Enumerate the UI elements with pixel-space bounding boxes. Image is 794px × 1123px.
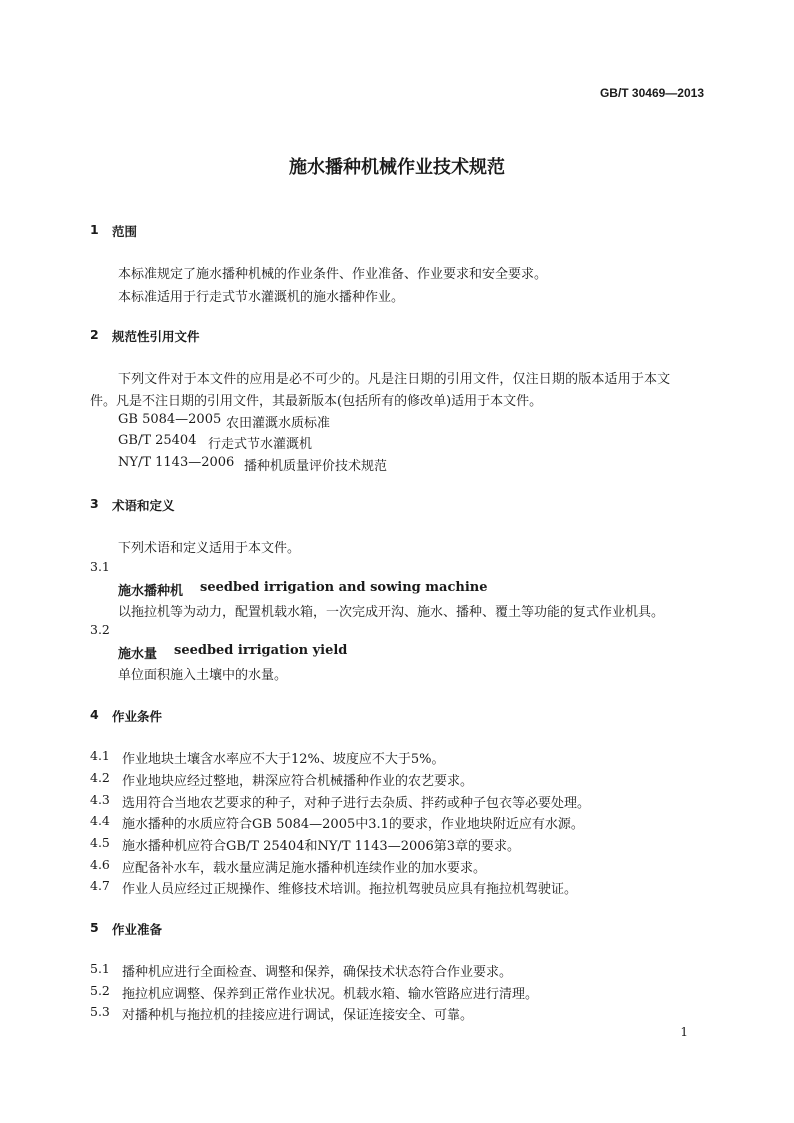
page-number: 1: [680, 1025, 688, 1039]
clause-number: 5.2: [90, 983, 110, 998]
section-2-heading: 规范性引用文件: [112, 329, 200, 344]
section-5-number: 5: [90, 920, 99, 935]
clause-number: 4.5: [90, 835, 110, 850]
clause-text: 作业地块土壤含水率应不大于12%、坡度应不大于5%。: [122, 752, 445, 767]
section-3-heading: 术语和定义: [112, 498, 175, 513]
term-chinese: 施水量: [118, 647, 158, 662]
clause-text: 拖拉机应调整、保养到正常作业状况。机载水箱、输水管路应进行清理。: [122, 987, 539, 1002]
term-definition: 以拖拉机等为动力，配置机载水箱，一次完成开沟、施水、播种、覆土等功能的复式作业机具。: [118, 605, 665, 620]
paragraph: 本标准规定了施水播种机械的作业条件、作业准备、作业要求和安全要求。: [118, 267, 548, 282]
clause-number: 4.3: [90, 792, 110, 807]
clause-number: 4.2: [90, 770, 110, 785]
clause-text: 播种机应进行全面检查、调整和保养，确保技术状态符合作业要求。: [122, 965, 513, 980]
section-3-number: 3: [90, 496, 99, 511]
paragraph: 件。凡是不注日期的引用文件，其最新版本(包括所有的修改单)适用于本文件。: [90, 394, 543, 409]
term-english: seedbed irrigation yield: [174, 643, 348, 658]
clause-number: 4.4: [90, 813, 110, 828]
section-2-number: 2: [90, 327, 99, 342]
reference-name: 农田灌溉水质标准: [226, 416, 331, 431]
clause-number: 4.6: [90, 857, 110, 872]
clause-text: 施水播种机应符合GB/T 25404和NY/T 1143—2006第3章的要求。: [122, 839, 521, 854]
paragraph: 下列文件对于本文件的应用是必不可少的。凡是注日期的引用文件，仅注日期的版本适用于本文: [118, 372, 671, 387]
section-4-number: 4: [90, 707, 99, 722]
reference-name: 播种机质量评价技术规范: [244, 459, 388, 474]
term-number: 3.1: [90, 559, 110, 574]
clause-number: 5.3: [90, 1004, 110, 1019]
clause-text: 选用符合当地农艺要求的种子，对种子进行去杂质、拌药或种子包衣等必要处理。: [122, 796, 591, 811]
reference-code: GB 5084—2005: [118, 412, 222, 427]
paragraph: 本标准适用于行走式节水灌溉机的施水播种作业。: [118, 290, 405, 305]
term-definition: 单位面积施入土壤中的水量。: [118, 668, 288, 683]
clause-text: 应配备补水车，载水量应满足施水播种机连续作业的加水要求。: [122, 861, 487, 876]
section-5-heading: 作业准备: [112, 922, 163, 937]
clause-text: 施水播种的水质应符合GB 5084—2005中3.1的要求，作业地块附近应有水源。: [122, 817, 584, 832]
term-number: 3.2: [90, 622, 110, 637]
clause-number: 4.7: [90, 878, 110, 893]
standard-code: GB/T 30469—2013: [599, 86, 704, 100]
clause-number: 4.1: [90, 748, 110, 763]
page-title: 施水播种机械作业技术规范: [289, 157, 505, 178]
clause-text: 作业地块应经过整地，耕深应符合机械播种作业的农艺要求。: [122, 774, 474, 789]
clause-number: 5.1: [90, 961, 110, 976]
paragraph: 下列术语和定义适用于本文件。: [118, 541, 301, 556]
clause-text: 作业人员应经过正规操作、维修技术培训。拖拉机驾驶员应具有拖拉机驾驶证。: [122, 882, 578, 897]
clause-text: 对播种机与拖拉机的挂接应进行调试，保证连接安全、可靠。: [122, 1008, 474, 1023]
reference-code: NY/T 1143—2006: [118, 455, 235, 470]
section-1-number: 1: [90, 222, 99, 237]
term-chinese: 施水播种机: [118, 584, 184, 599]
section-4-heading: 作业条件: [112, 709, 163, 724]
term-english: seedbed irrigation and sowing machine: [200, 580, 488, 595]
section-1-heading: 范围: [112, 224, 138, 239]
reference-code: GB/T 25404: [118, 433, 197, 448]
reference-name: 行走式节水灌溉机: [208, 437, 313, 452]
